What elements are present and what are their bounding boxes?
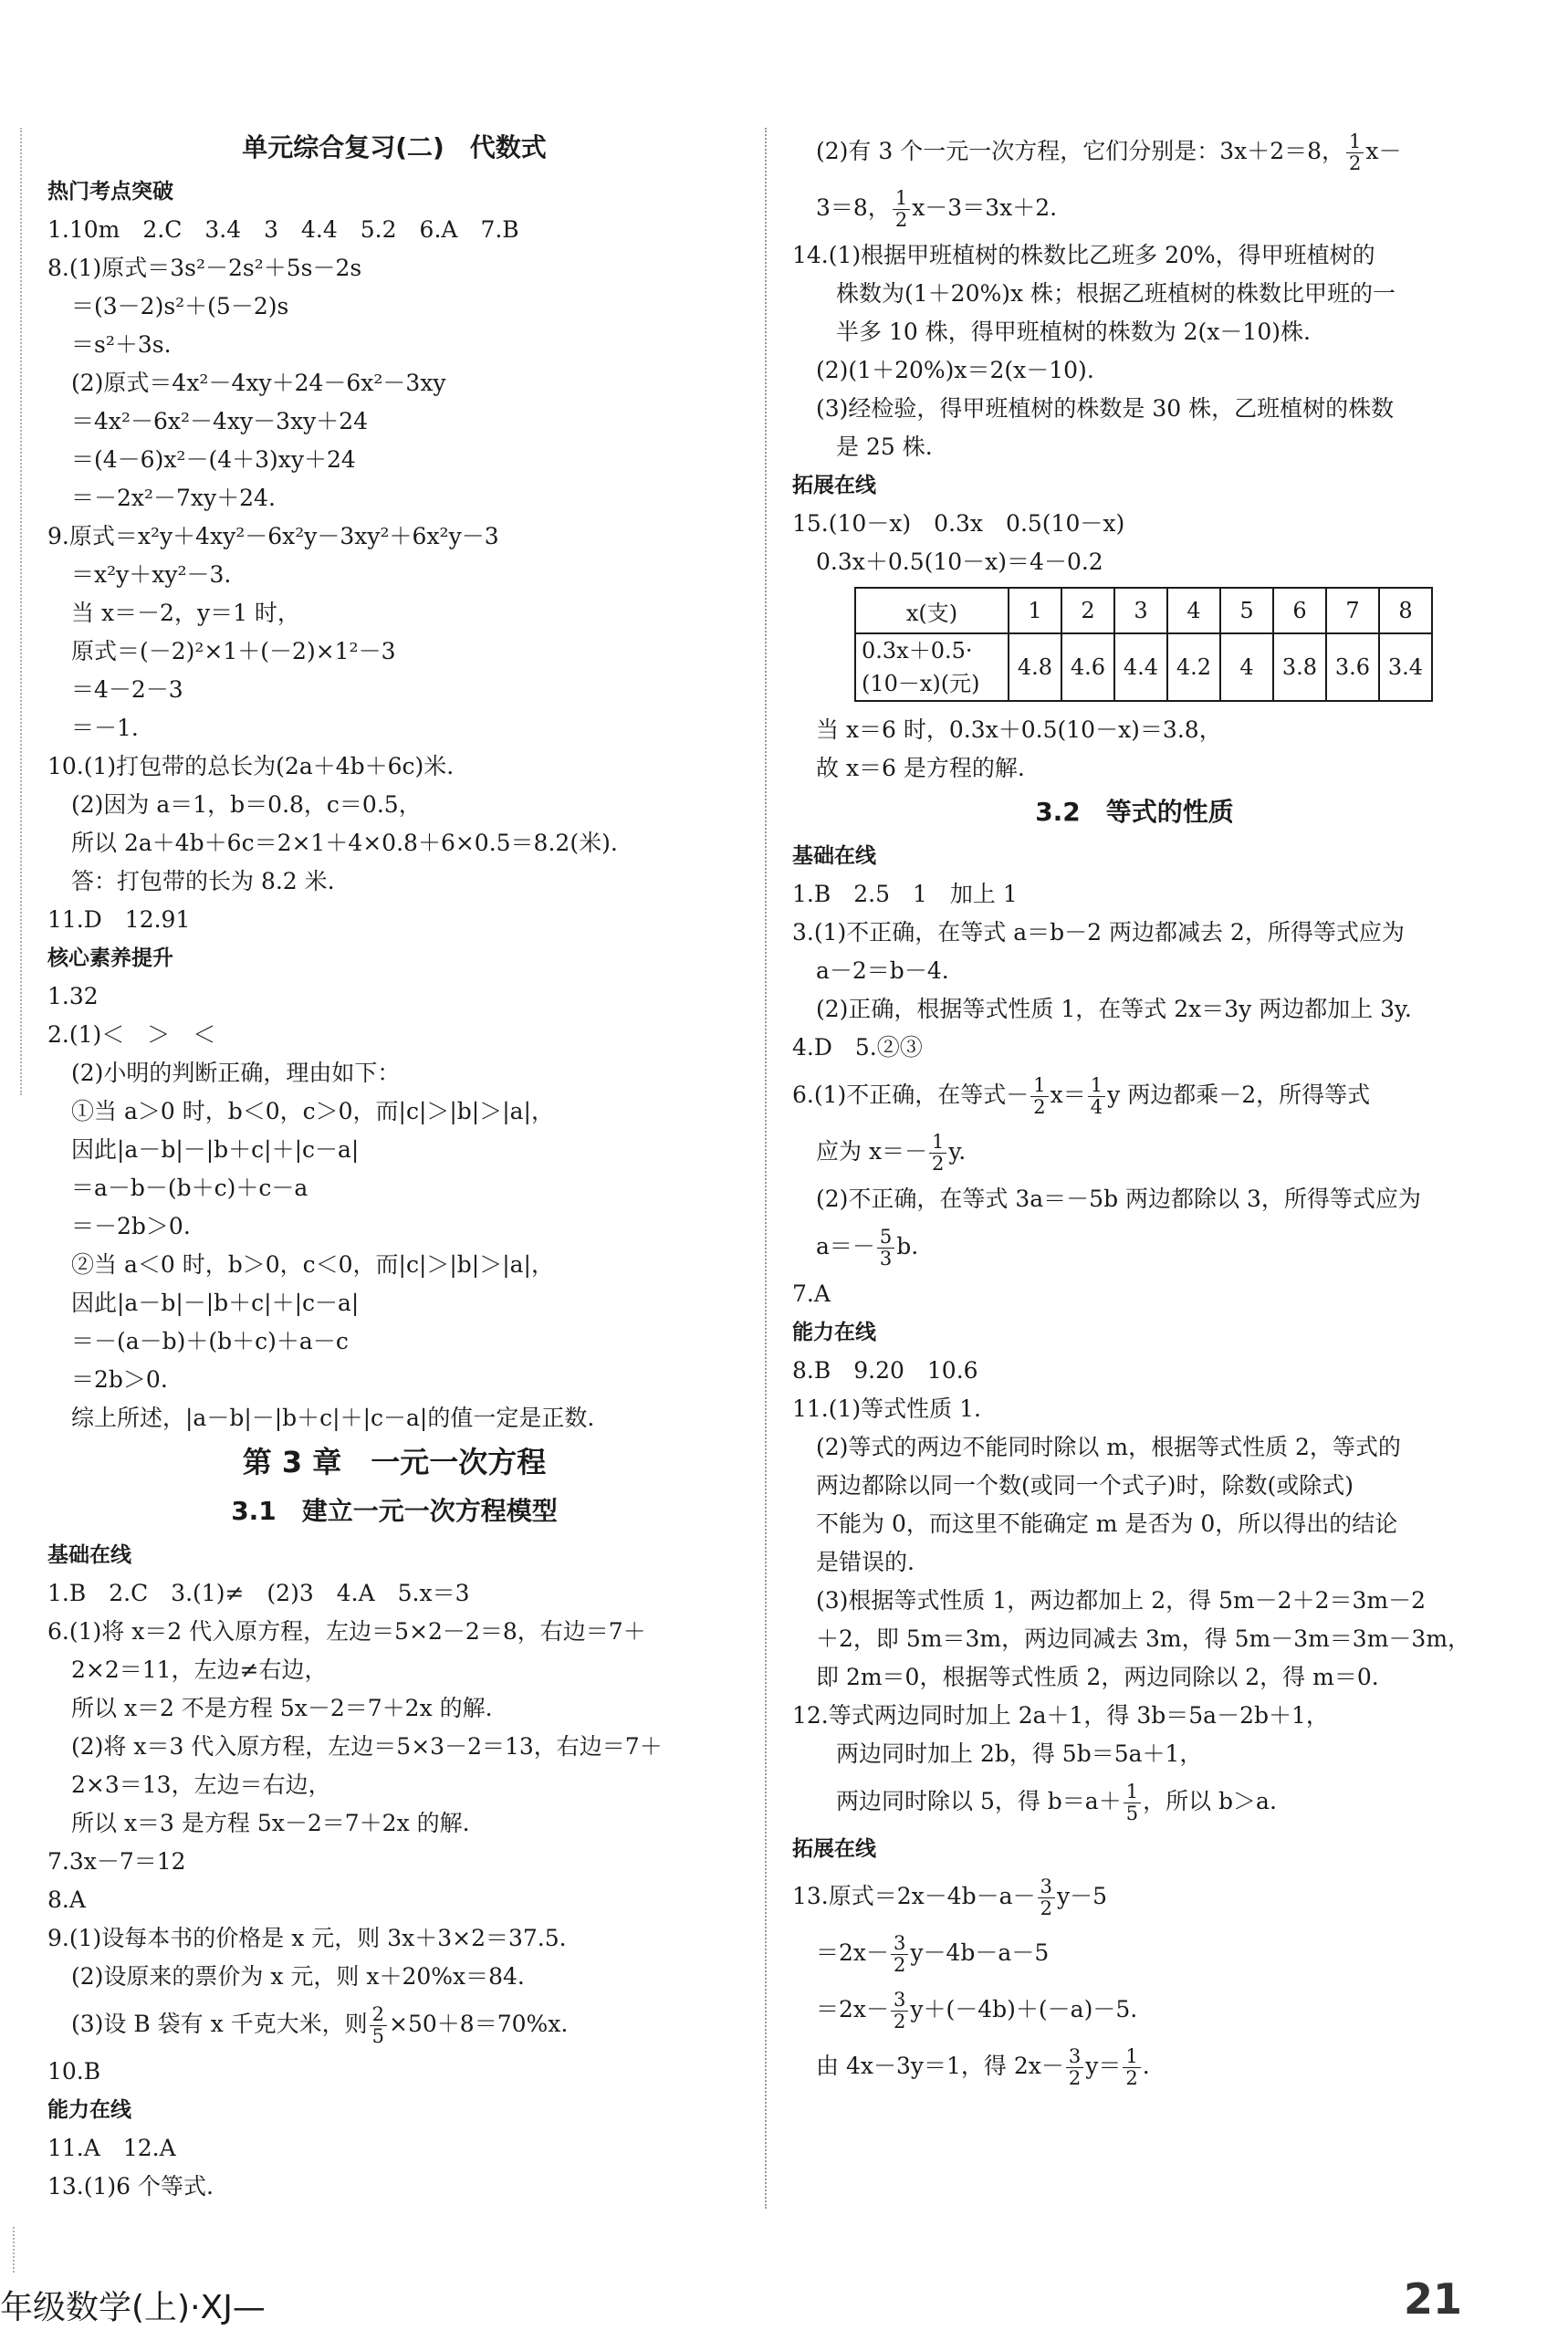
table-cell: 8 [1379,588,1432,633]
table-cell: 5 [1220,588,1273,633]
answer-line: 是错误的. [816,1549,915,1575]
answer-line: ＝2x－ $\frac{3}{2}$ y－4b－a－5 [816,1932,1050,1976]
section-title: 单元综合复习(二) 代数式 [242,132,547,162]
answer-line: 1.B 2.C 3.(1)≠ (2)3 4.A 5.x＝3 [47,1580,470,1606]
answer-line: 8.(1)原式＝3s²－2s²＋5s－2s [47,255,362,281]
answer-line: 故 x＝6 是方程的解. [816,755,1025,781]
answer-line: ＝x²y＋xy²－3. [71,561,232,588]
answer-line: 9.原式＝x²y＋4xy²－6x²y－3xy²＋6x²y－3 [47,523,499,549]
answer-line: 由 4x－3y＝1，得 2x－ $\frac{3}{2}$ y＝ $\frac{1}{2}$ . [816,2045,1150,2089]
answer-line: 应为 x＝－ $\frac{1}{2}$ y. [816,1131,967,1175]
answer-line: 不能为 0，而这里不能确定 m 是否为 0，所以得出的结论 [816,1510,1398,1537]
fraction: $\frac{1}{2}$ [893,188,910,231]
answer-line: 4.D 5.②③ [792,1034,923,1061]
table-cell: 3 [1114,588,1167,633]
answer-line: 因此|a－b|－|b＋c|＋|c－a| [71,1290,360,1316]
answer-line: (3)设 B 袋有 x 千克大米，则 $\frac{2}{5}$ ×50＋8＝70%x. [71,2003,569,2047]
left-column [47,123,741,2206]
answer-line: 3＝8， $\frac{1}{2}$ x－3＝3x＋2. [816,187,1058,231]
answer-line: 11.D 12.91 [47,906,191,933]
answer-line: (2)不正确，在等式 3a＝－5b 两边都除以 3，所得等式应为 [816,1186,1421,1212]
table-cell: 7 [1326,588,1379,633]
answer-line: a＝－ $\frac{5}{3}$ b. [816,1226,919,1270]
answer-line: 所以 x＝3 是方程 5x－2＝7＋2x 的解. [71,1810,470,1836]
fraction: $\frac{1}{2}$ [1123,2046,1140,2089]
answer-line: ＝2b＞0. [71,1366,168,1393]
answer-line: (2)因为 a＝1，b＝0.8，c＝0.5， [71,791,422,818]
answer-line: ＝－2x²－7xy＋24. [71,485,276,511]
answer-line: 1.32 [47,983,99,1009]
answer-line: 所以 2a＋4b＋6c＝2×1＋4×0.8＋6×0.5＝8.2(米). [71,830,618,856]
answer-line: 12.等式两边同时加上 2a＋1，得 3b＝5a－2b＋1， [792,1702,1329,1729]
answer-line: 答：打包带的长为 8.2 米. [71,868,335,894]
left-margin-rule [20,128,22,1095]
table-cell: 2 [1061,588,1114,633]
answer-line: (2)有 3 个一元一次方程，它们分别是：3x＋2＝8， $\frac{1}{2}$ x－ [816,131,1402,174]
heading-basic: 基础在线 [47,1543,131,1567]
answer-line: 两边同时除以 5，得 b＝a＋ $\frac{1}{5}$ ，所以 b＞a. [836,1781,1277,1824]
answer-line: 11.(1)等式性质 1. [792,1395,981,1422]
answer-line: 9.(1)设每本书的价格是 x 元，则 3x＋3×2＝37.5. [47,1925,567,1951]
section-title: 3.1 建立一元一次方程模型 [231,1496,558,1526]
answer-line: 2.(1)＜ ＞ ＜ [47,1021,216,1048]
footer-rule [13,2227,15,2273]
footer-book-title: 年级数学(上)·XJ— [0,2289,266,2326]
chapter-title: 第 3 章 一元一次方程 [242,1445,547,1479]
heading-extension: 拓展在线 [792,474,876,497]
table-cell: 4.4 [1114,633,1167,701]
table-cell: 4 [1220,633,1273,701]
answer-line: 株数为(1＋20%)x 株；根据乙班植树的株数比甲班的一 [836,280,1396,307]
page-number: 21 [1403,2274,1462,2324]
fraction: $\frac{1}{2}$ [1346,131,1364,174]
answer-line: ＝4x²－6x²－4xy－3xy＋24 [71,408,369,434]
answer-line: ＝(3－2)s²＋(5－2)s [71,293,289,319]
heading-ability: 能力在线 [47,2098,131,2122]
answer-line: (2)(1＋20%)x＝2(x－10). [816,357,1094,383]
fraction: $\frac{3}{2}$ [1066,2046,1083,2089]
answer-line: (2)原式＝4x²－4xy＋24－6x²－3xy [71,370,446,396]
answer-line: 所以 x＝2 不是方程 5x－2＝7＋2x 的解. [71,1695,493,1721]
answer-line: 0.3x＋0.5(10－x)＝4－0.2 [816,549,1103,575]
table-cell: 3.8 [1273,633,1326,701]
answer-line: 当 x＝6 时，0.3x＋0.5(10－x)＝3.8， [816,716,1222,743]
answer-line: 8.A [47,1886,86,1913]
answer-line: 13.原式＝2x－4b－a－ $\frac{3}{2}$ y－5 [792,1876,1107,1919]
answer-line: (2)正确，根据等式性质 1，在等式 2x＝3y 两边都加上 3y. [816,996,1412,1022]
answer-line: 1.10m 2.C 3.4 3 4.4 5.2 6.A 7.B [47,216,519,243]
answer-line: 10.(1)打包带的总长为(2a＋4b＋6c)米. [47,753,455,779]
answer-line: ①当 a＞0 时，b＜0，c＞0，而|c|＞|b|＞|a|， [71,1098,554,1124]
answer-line: 6.(1)不正确，在等式－ $\frac{1}{2}$ x＝ $\frac{1}{4}$ y 两边都乘－2，所得等式 [792,1074,1371,1118]
fraction: $\frac{1}{4}$ [1088,1075,1105,1118]
fraction: $\frac{3}{2}$ [891,1990,908,2033]
table-cell: 1 [1009,588,1061,633]
answer-line: 综上所述，|a－b|－|b＋c|＋|c－a|的值一定是正数. [71,1405,595,1431]
answer-line: 当 x＝－2，y＝1 时， [71,600,300,626]
answer-line: 14.(1)根据甲班植树的株数比乙班多 20%，得甲班植树的 [792,242,1375,268]
answer-line: 7.A [792,1280,831,1307]
answer-line: (3)根据等式性质 1，两边都加上 2，得 5m－2＋2＝3m－2 [816,1587,1427,1614]
column-divider [765,128,767,2209]
answer-line: 即 2m＝0，根据等式性质 2，两边同除以 2，得 m＝0. [816,1664,1379,1690]
answer-line: ②当 a＜0 时，b＞0，c＜0，而|c|＞|b|＞|a|， [71,1251,554,1278]
fraction: $\frac{2}{5}$ [370,2004,387,2047]
table-header-cell: 0.3x＋0.5· (10－x)(元) [855,633,1009,701]
answer-line: 15.(10－x) 0.3x 0.5(10－x) [792,510,1125,537]
answer-line: (2)小明的判断正确，理由如下： [71,1060,401,1086]
fraction: $\frac{5}{3}$ [877,1227,894,1270]
answer-line: 8.B 9.20 10.6 [792,1357,978,1384]
answer-line: (2)将 x＝3 代入原方程，左边＝5×3－2＝13，右边＝7＋ [71,1733,663,1760]
table-cell: 3.4 [1379,633,1432,701]
answer-line: 10.B [47,2058,101,2085]
table-cell: 6 [1273,588,1326,633]
heading-hot: 热门考点突破 [47,180,173,204]
heading-basic: 基础在线 [792,844,876,868]
answer-line: 1.B 2.5 1 加上 1 [792,881,1018,907]
answer-line: ＝4－2－3 [71,676,183,703]
answer-line: 2×3＝13，左边＝右边， [71,1771,331,1798]
answer-line: 2×2＝11，左边≠右边， [71,1656,328,1683]
answer-line: ＝(4－6)x²－(4＋3)xy＋24 [71,446,356,473]
answer-line: 两边都除以同一个数(或同一个式子)时，除数(或除式) [816,1472,1354,1499]
fraction: $\frac{1}{2}$ [929,1132,946,1175]
fraction: $\frac{1}{2}$ [1030,1075,1048,1118]
answer-line: ＝a－b－(b＋c)＋c－a [71,1175,308,1201]
value-table [854,587,1433,702]
answer-line: ＝2x－ $\frac{3}{2}$ y＋(－4b)＋(－a)－5. [816,1989,1138,2033]
table-row [855,588,1432,633]
answer-line: ＝－(a－b)＋(b＋c)＋a－c [71,1328,349,1354]
table-cell: 4 [1167,588,1220,633]
answer-line: 7.3x－7＝12 [47,1848,186,1875]
answer-line: ＝－1. [71,715,139,741]
heading-extension: 拓展在线 [792,1837,876,1861]
answer-line: 6.(1)将 x＝2 代入原方程，左边＝5×2－2＝8，右边＝7＋ [47,1618,646,1645]
section-title: 3.2 等式的性质 [1035,797,1234,827]
answer-line: (2)设原来的票价为 x 元，则 x＋20%x＝84. [71,1963,525,1990]
right-column [792,123,1477,2095]
table-row [855,633,1432,701]
fraction: $\frac{1}{5}$ [1124,1782,1141,1824]
heading-core: 核心素养提升 [47,946,173,970]
answer-line: (3)经检验，得甲班植树的株数是 30 株，乙班植树的株数 [816,395,1395,422]
fraction: $\frac{3}{2}$ [1038,1876,1055,1919]
table-header-cell: x(支) [855,588,1009,633]
answer-line: 两边同时加上 2b，得 5b＝5a＋1， [836,1740,1203,1767]
answer-line: 3.(1)不正确，在等式 a＝b－2 两边都减去 2，所得等式应为 [792,919,1405,946]
answer-line: 是 25 株. [836,434,933,460]
answer-line: ＝－2b＞0. [71,1213,191,1239]
answer-line: ＝s²＋3s. [71,331,172,358]
answer-line: 因此|a－b|－|b＋c|＋|c－a| [71,1136,360,1163]
answer-line: (2)等式的两边不能同时除以 m，根据等式性质 2，等式的 [816,1434,1401,1460]
answer-line: 半多 10 株，得甲班植树的株数为 2(x－10)株. [836,319,1311,345]
table-cell: 3.6 [1326,633,1379,701]
answer-line: ＋2，即 5m＝3m，两边同减去 3m，得 5m－3m＝3m－3m， [816,1625,1471,1652]
table-cell: 4.2 [1167,633,1220,701]
answer-line: 13.(1)6 个等式. [47,2173,214,2200]
answer-line: a－2＝b－4. [816,957,949,984]
fraction: $\frac{3}{2}$ [891,1933,908,1976]
table-cell: 4.8 [1009,633,1061,701]
heading-ability: 能力在线 [792,1321,876,1344]
answer-line: 原式＝(－2)²×1＋(－2)×1²－3 [71,638,396,664]
table-cell: 4.6 [1061,633,1114,701]
answer-line: 11.A 12.A [47,2135,176,2161]
